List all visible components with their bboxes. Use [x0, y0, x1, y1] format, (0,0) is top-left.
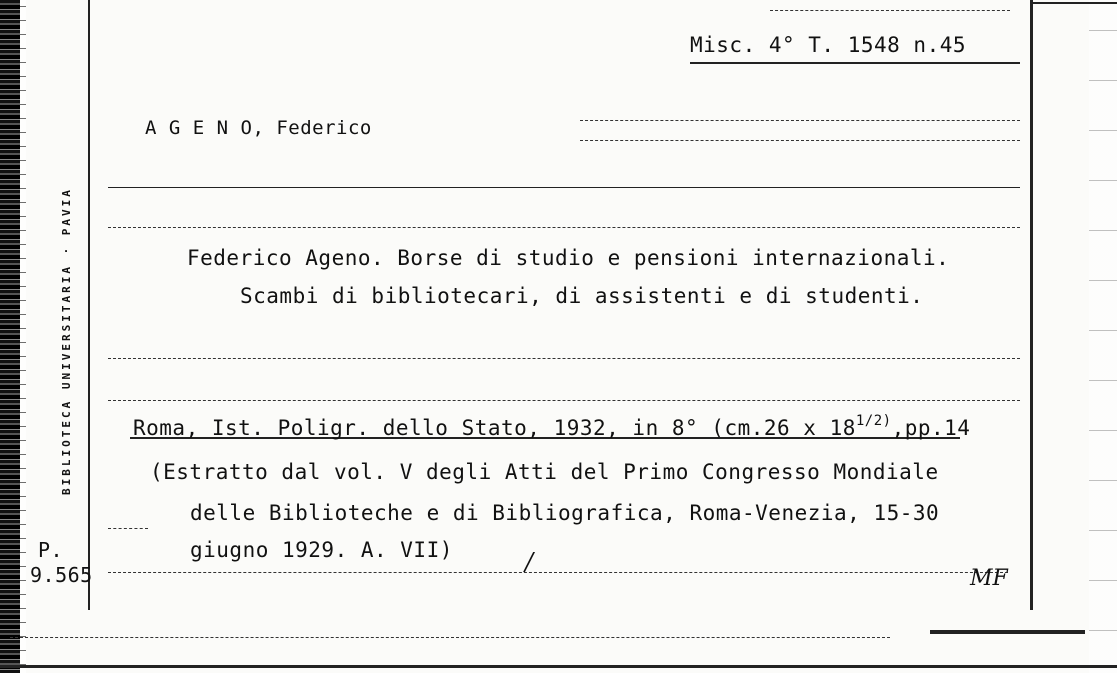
guide-line	[108, 358, 1020, 359]
title-line-1: Federico Ageno. Borse di studio e pensioni internazionali.	[187, 246, 950, 270]
guide-line	[108, 227, 1020, 228]
note-line-2	[190, 501, 939, 525]
imprint-fraction: 1/2)	[855, 413, 892, 429]
shelfmark: Misc. 4° T. 1548 n.45	[690, 33, 967, 57]
guide-line	[108, 572, 1008, 573]
note-line-2-place: , Roma-Venezia, 15-30	[663, 501, 940, 525]
note-line-2-series: delle Biblioteche e di Bibliografica	[190, 501, 664, 525]
left-margin-rule	[88, 0, 90, 610]
imprint-pages: ,pp.14	[891, 416, 971, 440]
margin-code-1: P.	[38, 538, 64, 562]
author-heading: A G E N O, Federico	[145, 117, 372, 139]
top-right-rule	[1030, 2, 1117, 4]
guide-line	[10, 637, 890, 638]
title-line-2: Scambi di bibliotecari, di assistenti e di studenti.	[240, 284, 924, 308]
bottom-rule	[0, 665, 1117, 668]
imprint-line	[133, 413, 970, 440]
margin-code-2: 9.565	[30, 563, 93, 587]
guide-line	[580, 140, 1020, 141]
handwritten-initials: MF	[970, 566, 1008, 591]
heading-rule	[108, 187, 1020, 188]
right-margin-rule	[1030, 0, 1033, 610]
guide-line	[770, 10, 1010, 11]
pencil-stroke: /	[525, 548, 534, 576]
library-stamp: BIBLIOTECA UNIVERSITARIA · PAVIA	[60, 187, 73, 495]
guide-line	[580, 120, 1020, 121]
shelfmark-underline	[690, 62, 1020, 64]
guide-line	[108, 400, 1020, 401]
bottom-right-rule	[930, 630, 1085, 634]
card-left-edge-noise	[20, 0, 26, 673]
imprint-main: Roma, Ist. Poligr. dello Stato, 1932, in 8° (cm.26 x 18	[133, 416, 856, 440]
note-line-1: (Estratto dal vol. V degli Atti del Primo Congresso Mondiale	[150, 460, 939, 484]
card-left-edge	[0, 0, 20, 673]
guide-line	[108, 528, 148, 529]
card-right-edge	[1089, 0, 1117, 673]
note-line-3: giugno 1929. A. VII)	[190, 538, 453, 562]
